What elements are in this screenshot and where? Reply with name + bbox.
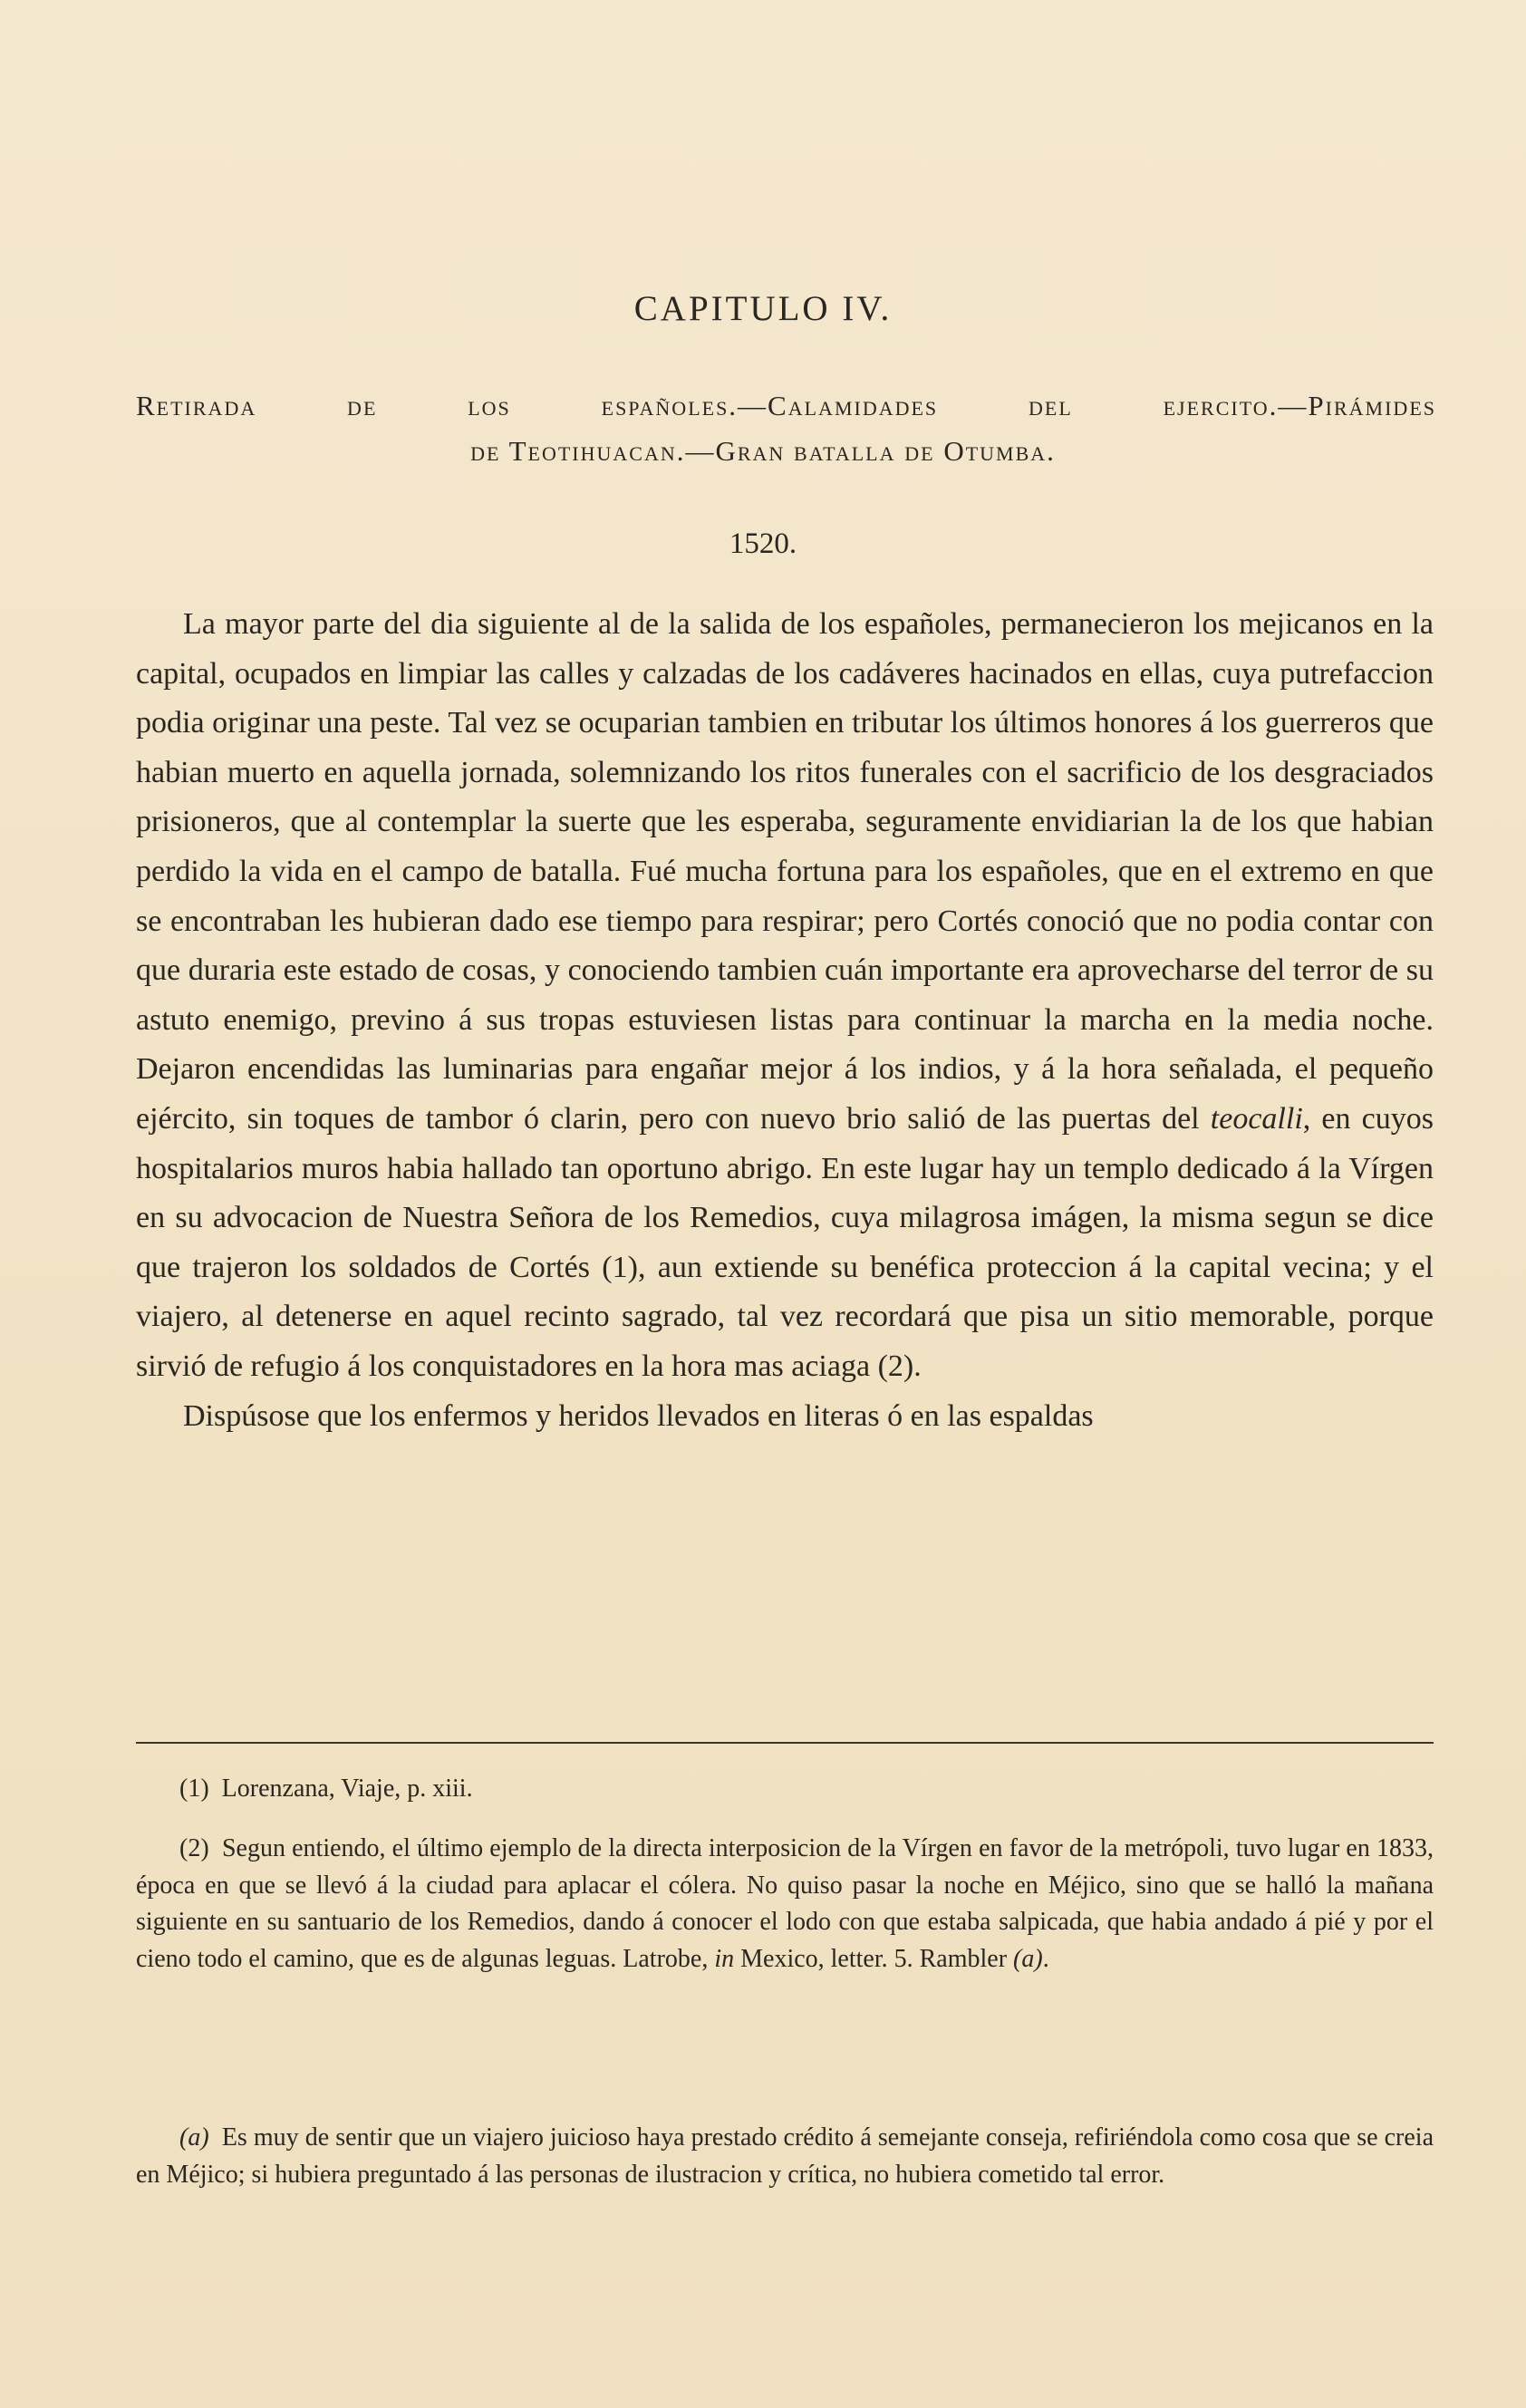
main-text: [136, 600, 1434, 1441]
footnote-1-mark: (1): [179, 1775, 209, 1803]
paragraph-1-part-c: , aun extiende su benéfica proteccion á la capital vecina; y el viajero, al detenerse en aquel recinto sagrado, tal vez recordará que pisa un sitio memorable, porque sirvió de refugio á los conquistadores en la hora mas aciaga: [136, 1250, 1434, 1383]
paragraph-1-part-a: La mayor parte del dia siguiente al de la salida de los españoles, permanecieron los mejicanos en la capital, ocupados en limpiar las calles y calzadas de los cadáveres hacinados en ellas, cuya putrefaccion podia originar una peste. Tal vez se ocuparian tambien en tributar los últimos honores á los guerreros que habian muerto en aquella jornada, solemnizando los ritos funerales con el sacrificio de los desgraciados prisioneros, que al contemplar la suerte que les esperaba, seguramente envidiarian la de los que habian perdido la vida en el campo de batalla. Fué mucha fortuna para los españoles, que en el extremo en que se encontraban les hubieran dado ese tiempo para respirar; pero Cortés conoció que no podia contar con que duraria este estado de cosas, y conociendo tambien cuán importante era aprovecharse del terror de su astuto enemigo, previno á sus tropas estuviesen listas para continuar la marcha en la media noche. Dejaron encendidas las luminarias para engañar mejor á los indios, y á la hora señalada, el pequeño ejército, sin toques de tambor ó clarin, pero con nuevo brio salió de las puertas del: [136, 607, 1434, 1136]
footnote-a-mark: (a): [179, 2123, 209, 2152]
footnote-1-text: Lorenzana, Viaje, p. xiii.: [221, 1775, 473, 1803]
chapter-summary-line-1: Retirada de los españoles.—Calamidades del ejercito.—Pirámides: [136, 390, 1436, 421]
paragraph-1: [136, 600, 1434, 1392]
italic-term: teocalli: [1210, 1101, 1303, 1136]
paragraph-1-part-b: , en cuyos hospitalarios muros habia hallado tan oportuno abrigo. En este lugar hay un templo dedicado á la Vírgen en su advocacion de Nuestra Señora de los Remedios, cuya milagrosa imágen, la misma segun se dice que trajeron los soldados de Cortés: [136, 1101, 1434, 1284]
chapter-year: 1520.: [729, 527, 797, 560]
footnote-a-text: Es muy de sentir que un viajero juicioso haya prestado crédito á semejante conseja, refiriéndola como cosa que se creia en Méjico; si hubiera preguntado á las personas de ilustracion y crítica, no hubiera cometido tal error.: [136, 2123, 1434, 2189]
footnote-2: [136, 1831, 1434, 1978]
footnote-ref-2[interactable]: (2): [877, 1349, 914, 1383]
footnote-ref-1[interactable]: (1): [602, 1250, 638, 1284]
footnote-2-text-b: Mexico, letter. 5. Rambler: [740, 1944, 1008, 1973]
chapter-summary-line-2: de Teotihuacan.—Gran batalla de Otumba.: [470, 435, 1056, 467]
paragraph-2: Dispúsose que los enfermos y heridos llevados en literas ó en las espaldas: [183, 1398, 1094, 1433]
footnote-2-mark: (2): [179, 1834, 209, 1862]
footnote-2-end: .: [1042, 1944, 1049, 1973]
footnote-divider: [136, 1742, 1434, 1744]
footnote-a: [136, 2120, 1434, 2193]
footnote-2-italic: in: [714, 1944, 735, 1973]
footnote-ref-a[interactable]: (a): [1013, 1944, 1043, 1973]
footnote-2-text-a: Segun entiendo, el último ejemplo de la directa interposicion de la Vírgen en favor de la metrópoli, tuvo lugar en 1833, época en que se llevó á la ciudad para aplacar el cólera. No quiso pasar la noche en Méjico, sino que se halló la mañana siguiente en su santuario de los Remedios, dando á conocer el lodo con que estaba salpicada, que habia andado á pié y por el cieno todo el camino, que es de algunas leguas. Latrobe,: [136, 1834, 1434, 1973]
footnote-1: [136, 1771, 1434, 1808]
chapter-title: CAPITULO IV.: [633, 289, 893, 328]
paragraph-1-end: .: [913, 1349, 922, 1383]
